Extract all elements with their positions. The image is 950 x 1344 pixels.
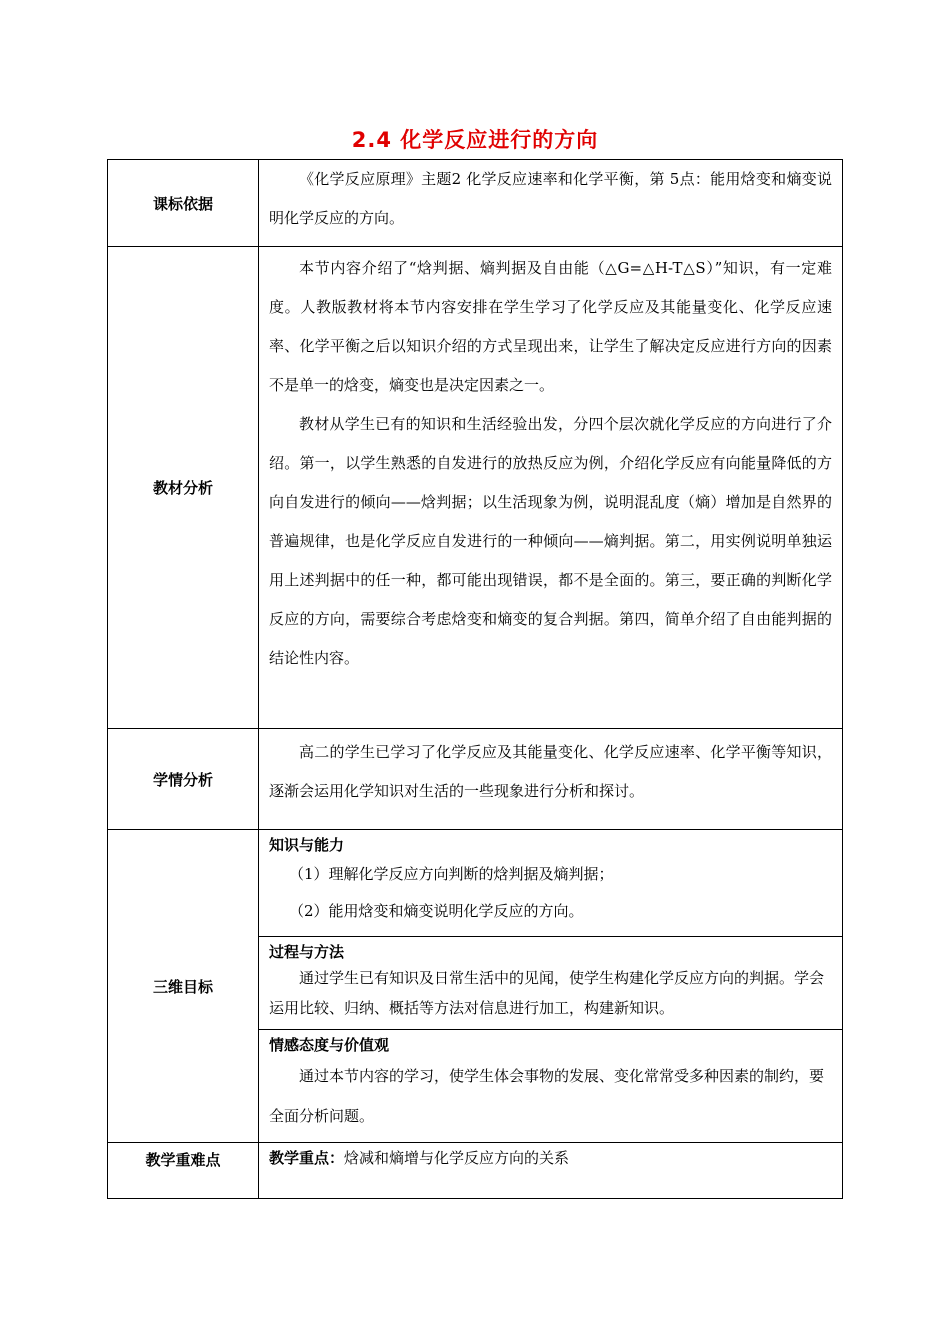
- row-basis: [108, 160, 843, 247]
- goals-process: [259, 937, 842, 1030]
- label-goals: 三维目标: [108, 830, 259, 1143]
- material-paragraph-2: 教材从学生已有的知识和生活经验出发，分四个层次就化学反应的方向进行了介绍。第一，以学生熟悉的自发进行的放热反应为例，介绍化学反应有向能量降低的方向自发进行的倾向——焓判据；以生活现象为例，说明混乱度（熵）增加是自然界的普遍规律，也是化学反应自发进行的一种倾向——熵判据。第二，用实例说明单独运用上述判据中的任一种，都可能出现错误，都不是全面的。第三，要正确的判断化学反应的方向，需要综合考虑焓变和熵变的复合判据。第四，简单介绍了自由能判据的结论性内容。: [269, 415, 832, 667]
- attitude-text: 通过本节内容的学习，使学生体会事物的发展、变化常常受多种因素的制约，要全面分析问题。: [269, 1067, 825, 1125]
- goals-knowledge: [259, 830, 842, 937]
- label-keypoints: 教学重难点: [108, 1143, 259, 1199]
- cell-goals: [259, 830, 843, 1143]
- attitude-heading: 情感态度与价值观: [269, 1036, 390, 1054]
- label-basis: 课标依据: [108, 160, 259, 247]
- row-keypoints: [108, 1143, 843, 1199]
- lesson-plan-table: [107, 159, 843, 1199]
- cell-basis: [259, 160, 843, 247]
- knowledge-item-2: （2）能用焓变和熵变说明化学反应的方向。: [289, 902, 584, 920]
- cell-keypoints: [259, 1143, 843, 1199]
- page-title: 2.4 化学反应进行的方向: [351, 128, 599, 152]
- goals-attitude: [259, 1030, 842, 1142]
- keypoint-label: 教学重点：: [269, 1149, 345, 1167]
- cell-students: [259, 729, 843, 830]
- cell-material: [259, 247, 843, 729]
- row-material: [108, 247, 843, 729]
- keypoint-line: [259, 1143, 842, 1173]
- row-goals: [108, 830, 843, 1143]
- keypoint-text: 焓减和熵增与化学反应方向的关系: [344, 1149, 570, 1167]
- label-material: 教材分析: [108, 247, 259, 729]
- knowledge-item-1: （1）理解化学反应方向判断的焓判据及熵判据；: [289, 865, 614, 883]
- row-students: [108, 729, 843, 830]
- students-text: 高二的学生已学习了化学反应及其能量变化、化学反应速率、化学平衡等知识，逐渐会运用化学知识对生活的一些现象进行分析和探讨。: [269, 743, 832, 800]
- knowledge-heading: 知识与能力: [269, 836, 345, 854]
- material-paragraph-1: 本节内容介绍了“焓判据、熵判据及自由能（△G=△H-T△S）”知识，有一定难度。人教版教材将本节内容安排在学生学习了化学反应及其能量变化、化学反应速率、化学平衡之后以知识介绍的方式呈现出来，让学生了解决定反应进行方向的因素不是单一的焓变，熵变也是决定因素之一。: [269, 259, 832, 394]
- basis-text: 《化学反应原理》主题2 化学反应速率和化学平衡，第 5点：能用焓变和熵变说明化学反应的方向。: [269, 170, 832, 227]
- process-text: 通过学生已有知识及日常生活中的见闻，使学生构建化学反应方向的判据。学会运用比较、归纳、概括等方法对信息进行加工，构建新知识。: [269, 969, 825, 1017]
- label-students: 学情分析: [108, 729, 259, 830]
- process-heading: 过程与方法: [269, 943, 345, 961]
